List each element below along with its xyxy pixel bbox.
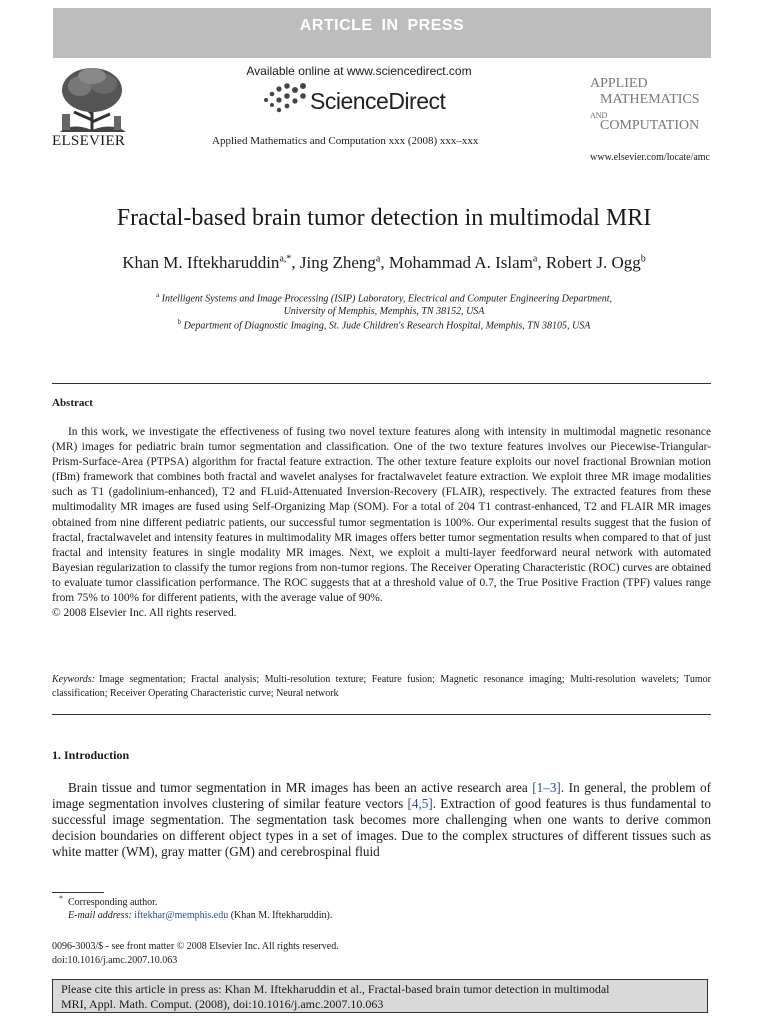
abstract-copyright: © 2008 Elsevier Inc. All rights reserved.: [52, 607, 237, 620]
intro-text: . In general, the problem of image segmentation involves clustering of similar feature vectors: [52, 780, 711, 811]
article-title: Fractal-based brain tumor detection in multimodal MRI: [116, 205, 652, 231]
footnote-rule: [52, 892, 104, 893]
section-heading-introduction: 1. Introduction: [52, 748, 130, 762]
keywords: [52, 673, 711, 700]
article-in-press-banner: [53, 8, 711, 58]
author-affil-sup: a,*: [279, 253, 292, 265]
citation-link[interactable]: [4,5]: [407, 796, 433, 811]
abstract-text: In this work, we investigate the effectiveness of fusing two novel texture features along with intensity in multimodal magnetic resonance (MR) images for pediatric brain tumor segmentation and classification. One of the two texture features involves our Piecewise-Triangular-Prism-Surface-Area (PTPSA) algorithm for fractal feature extraction. The other texture feature exploits our novel fractional Brownian motion (fBm) framework that combines both fractal and wavelet analyses for fractalwavelet feature extraction. We exploit three MR image modalities such as T1 (gadolinium-enhanced), T2 and FLuid-Attenuated Inversion-Recovery (FLAIR), respectively. The extracted features from these multimodality MR images are fused using Self-Organizing Map (SOM). For a total of 204 T1 contrast-enhanced, T2 and FLAIR MR images obtained from nine different pediatric patients, our successful tumor segmentation is 100%. Our experimental results suggest that the fusion of fractal, fractalwavelet and intensity features in multimodality MR images offers better tumor segmentation results when compared to that of just fractal and intensity features in single modality MR images. Next, we exploit a multi-layer feedforward neural network with automated Bayesian regularization to classify the tumor regions from non-tumor regions. The Receiver Operating Characteristic (ROC) curves are obtained to evaluate tumor classification performance. The ROC suggests that at a threshold value of 0.7, the True Positive Fraction (TPF) values range from 75% to 100% for different patients, with the average value of 90%.: [52, 426, 711, 605]
author-affil-sup: a: [375, 253, 381, 265]
citation-link[interactable]: [1–3]: [532, 780, 561, 795]
banner-text: ARTICLE IN PRESS: [299, 17, 465, 34]
keywords-label: Keywords:: [52, 674, 95, 685]
footnote-text: Corresponding author.: [68, 897, 158, 908]
journal-url[interactable]: www.elsevier.com/locate/amc: [590, 152, 710, 163]
introduction-body: [52, 780, 711, 860]
email-owner: (Khan M. Iftekharuddin).: [230, 910, 333, 921]
footnote-email: [68, 910, 332, 921]
affil-b-line: Department of Diagnostic Imaging, St. Jude Children's Research Hospital, Memphis, TN 38105, USA: [183, 320, 591, 332]
author-sep: ,: [380, 253, 389, 272]
affiliation-b: [0, 316, 768, 332]
sciencedirect-wordmark: ScienceDirect: [310, 88, 446, 114]
abstract-heading: Abstract: [52, 397, 93, 409]
sciencedirect-logo[interactable]: [260, 80, 470, 120]
email-label: E-mail address:: [68, 910, 132, 921]
journal-citation: Applied Mathematics and Computation xxx (2008) xxx–xxx: [212, 135, 479, 147]
journal-logo: [590, 76, 715, 134]
author-list: [0, 253, 768, 273]
affiliation-a: [0, 289, 768, 318]
citation-box-line1: Please cite this article in press as: Khan M. Iftekharuddin et al., Fractal-based brain tumor detection in multimodal: [61, 982, 610, 996]
sciencedirect-dots-icon: [260, 80, 310, 120]
doi-line[interactable]: doi:10.1016/j.amc.2007.10.063: [52, 955, 178, 966]
author-name: Robert J. Ogg: [545, 253, 641, 272]
author-sep: ,: [291, 253, 300, 272]
citation-box: [52, 979, 708, 1013]
divider: [52, 383, 711, 384]
journal-logo-line3: COMPUTATION: [600, 118, 700, 133]
keywords-text: Image segmentation; Fractal analysis; Multi-resolution texture; Feature fusion; Magnetic resonance imaging; Multi-resolution wavelets; Tumor classification; Receiver Operating Characteristic curve; Neural network: [52, 674, 711, 699]
affil-sup: a: [156, 291, 160, 299]
email-link[interactable]: iftekhar@memphis.edu: [134, 910, 229, 921]
affil-a-line2: University of Memphis, Memphis, TN 38152, USA: [283, 306, 485, 318]
abstract-body: [52, 425, 711, 621]
footnote-star: *: [59, 894, 63, 903]
affil-sup: b: [177, 318, 182, 326]
introduction-paragraph: [52, 780, 711, 860]
citation-box-line2: MRI, Appl. Math. Comput. (2008), doi:10.1016/j.amc.2007.10.063: [61, 997, 384, 1011]
issn-line: 0096-3003/$ - see front matter © 2008 Elsevier Inc. All rights reserved.: [52, 941, 339, 952]
divider: [52, 714, 711, 715]
publisher-name: ELSEVIER: [52, 133, 126, 149]
available-online: Available online at www.sciencedirect.com: [246, 64, 472, 78]
affil-a-line1: Intelligent Systems and Image Processing (ISIP) Laboratory, Electrical and Computer Engineering Department,: [161, 293, 612, 305]
journal-logo-and: AND: [590, 111, 608, 120]
footnote-corresponding: [59, 894, 158, 908]
author-name: Mohammad A. Islam: [388, 253, 533, 272]
author-name: Jing Zheng: [299, 253, 376, 272]
author-name: Khan M. Iftekharuddin: [122, 253, 280, 272]
intro-text: . Extraction of good features is thus fundamental to successful image segmentation. The segmentation task becomes more challenging when one wants to derive common decision boundaries on different object types in a set of images. Due to the complex structures of different tissues such as white matter (WM), gray matter (GM) and cerebrospinal fluid: [52, 796, 711, 859]
author-sep: ,: [537, 253, 546, 272]
author-affil-sup: a: [532, 253, 538, 265]
journal-logo-line1: APPLIED: [590, 76, 648, 91]
intro-text: Brain tissue and tumor segmentation in MR images has been an active research area: [68, 780, 533, 795]
journal-logo-line2: MATHEMATICS: [600, 92, 700, 107]
author-affil-sup: b: [640, 253, 646, 265]
